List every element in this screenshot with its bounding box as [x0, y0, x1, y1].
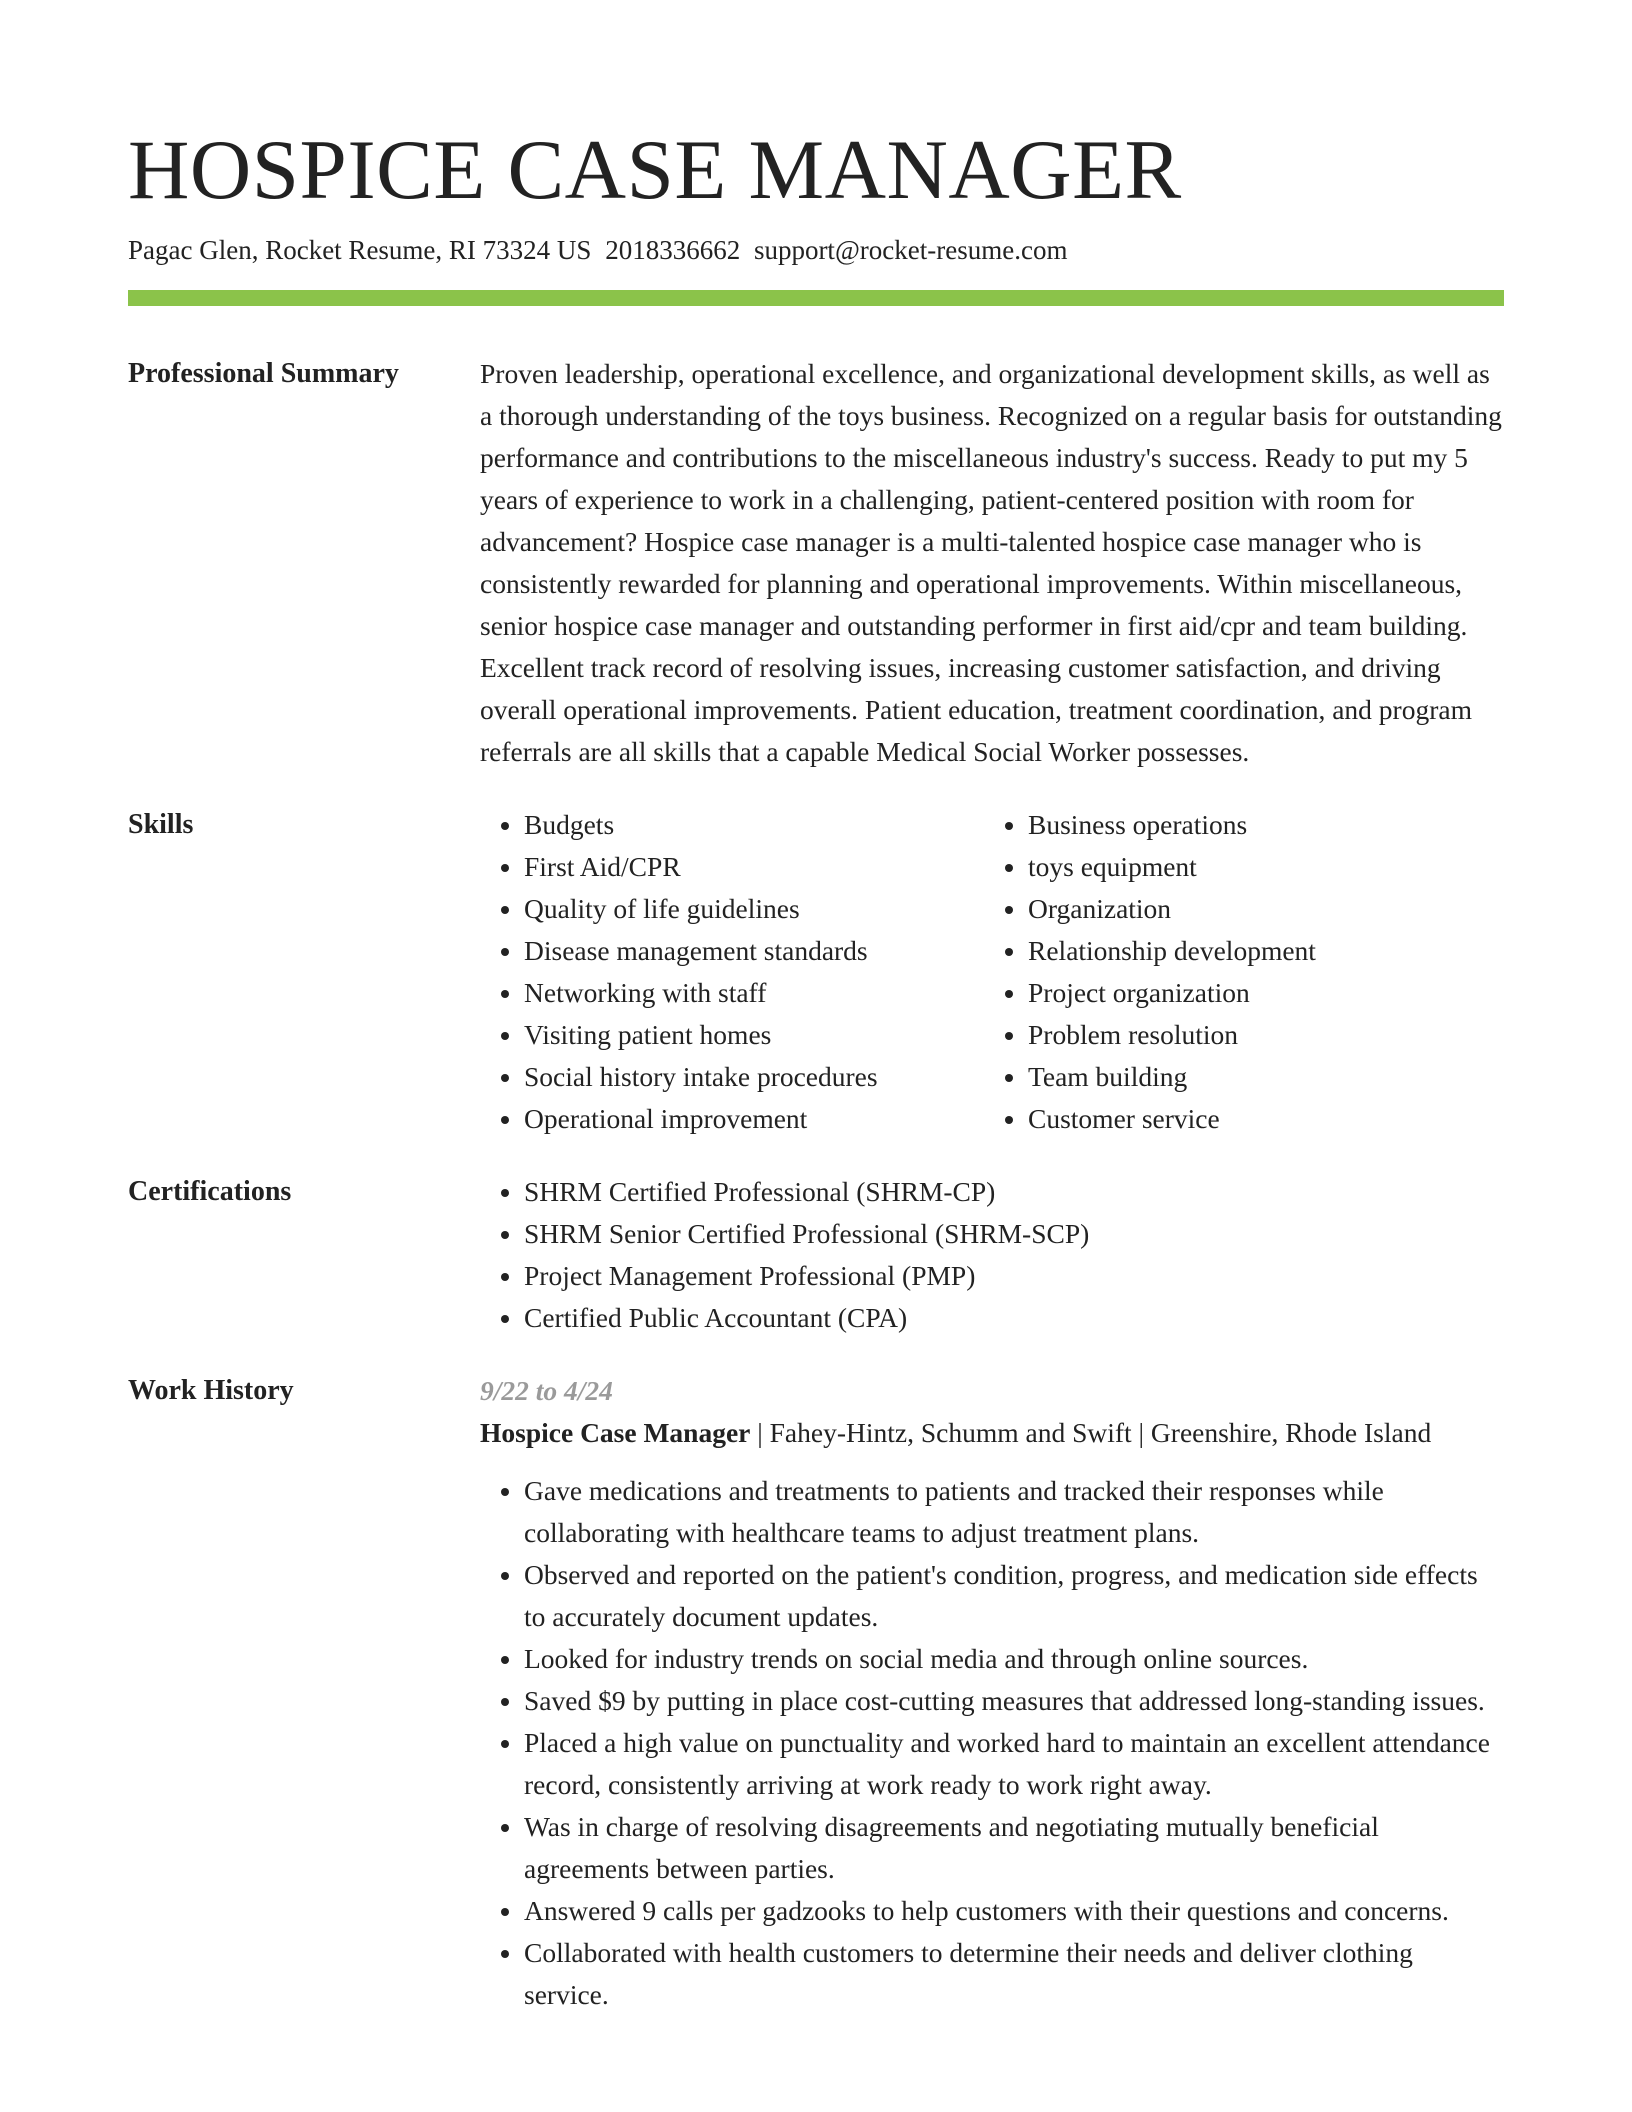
summary-heading: Professional Summary	[128, 358, 399, 389]
skill-item: • Team building	[1028, 1056, 1488, 1098]
job-dates: 9/22 to 4/24	[480, 1375, 613, 1406]
skills-list-right	[984, 804, 1488, 1140]
skills-heading: Skills	[128, 809, 194, 840]
job-employer-location: | Fahey-Hintz, Schumm and Swift | Greenshire, Rhode Island	[750, 1417, 1432, 1448]
skill-item: • Quality of life guidelines	[524, 888, 984, 930]
work-history-section	[128, 1370, 1504, 2016]
resume-name: HOSPICE CASE MANAGER	[128, 123, 1182, 217]
certification-item: • SHRM Senior Certified Professional (SHRM-SCP)	[524, 1213, 1504, 1255]
certifications-body	[480, 1171, 1504, 1339]
skill-item: • First Aid/CPR	[524, 846, 984, 888]
accent-divider	[128, 290, 1504, 306]
skill-item: • Social history intake procedures	[524, 1056, 984, 1098]
certifications-list	[480, 1171, 1504, 1339]
job-duty-item: • Was in charge of resolving disagreements and negotiating mutually beneficial agreements between parties.	[524, 1806, 1504, 1890]
certification-item: • SHRM Certified Professional (SHRM-CP)	[524, 1171, 1504, 1213]
contact-email: support@rocket-resume.com	[753, 235, 1068, 265]
job-duty-item: • Looked for industry trends on social media and through online sources.	[524, 1638, 1504, 1680]
job-title: Hospice Case Manager	[480, 1417, 751, 1448]
work-history-body	[480, 1370, 1504, 2016]
certifications-heading: Certifications	[128, 1176, 292, 1207]
job-duty-item: • Answered 9 calls per gadzooks to help customers with their questions and concerns.	[524, 1890, 1504, 1932]
skill-item: • Customer service	[1028, 1098, 1488, 1140]
skill-item: • Business operations	[1028, 804, 1488, 846]
job-duty-item: • Gave medications and treatments to patients and tracked their responses while collaborating with healthcare teams to adjust treatment plans.	[524, 1470, 1504, 1554]
summary-text: Proven leadership, operational excellence, and organizational development skills, as well as a thorough understanding of the toys business. Recognized on a regular basis for outstanding performance and contributions to the miscellaneous industry's success. Ready to put my 5 years of experience to work in a challenging, patient-centered position with room for advancement? Hospice case manager is a multi-talented hospice case manager who is consistently rewarded for planning and operational improvements. Within miscellaneous, senior hospice case manager and outstanding performer in first aid/cpr and team building. Excellent track record of resolving issues, increasing customer satisfaction, and driving overall operational improvements. Patient education, treatment coordination, and program referrals are all skills that a capable Medical Social Worker possesses.	[480, 358, 1502, 767]
contact-phone: 2018336662	[605, 235, 741, 265]
skill-item: • Networking with staff	[524, 972, 984, 1014]
skills-section	[128, 804, 1504, 1140]
job-duty-item: • Saved $9 by putting in place cost-cutting measures that addressed long-standing issues.	[524, 1680, 1504, 1722]
skill-item: • Project organization	[1028, 972, 1488, 1014]
skills-grid	[480, 804, 1504, 1140]
work-history-heading: Work History	[128, 1375, 294, 1406]
contact-line	[128, 232, 1504, 268]
skill-item: • Visiting patient homes	[524, 1014, 984, 1056]
summary-body	[480, 353, 1504, 773]
certification-item: • Certified Public Accountant (CPA)	[524, 1297, 1504, 1339]
job-duty-item: • Observed and reported on the patient's condition, progress, and medication side effects to accurately document updates.	[524, 1554, 1504, 1638]
job-duties-list	[480, 1470, 1504, 2016]
job-duty-item: • Placed a high value on punctuality and worked hard to maintain an excellent attendance record, consistently arriving at work ready to work right away.	[524, 1722, 1504, 1806]
skill-item: • Disease management standards	[524, 930, 984, 972]
job-heading	[480, 1412, 1504, 1454]
skill-item: • Relationship development	[1028, 930, 1488, 972]
certifications-section	[128, 1171, 1504, 1339]
skills-list-left	[480, 804, 984, 1140]
job-duty-item: • Collaborated with health customers to determine their needs and deliver clothing service.	[524, 1932, 1504, 2016]
contact-address: Pagac Glen, Rocket Resume, RI 73324 US	[128, 235, 592, 265]
certification-item: • Project Management Professional (PMP)	[524, 1255, 1504, 1297]
skill-item: • Problem resolution	[1028, 1014, 1488, 1056]
skill-item: • Budgets	[524, 804, 984, 846]
summary-section	[128, 353, 1504, 773]
skill-item: • Organization	[1028, 888, 1488, 930]
skills-body	[480, 804, 1504, 1140]
skill-item: • toys equipment	[1028, 846, 1488, 888]
skill-item: • Operational improvement	[524, 1098, 984, 1140]
